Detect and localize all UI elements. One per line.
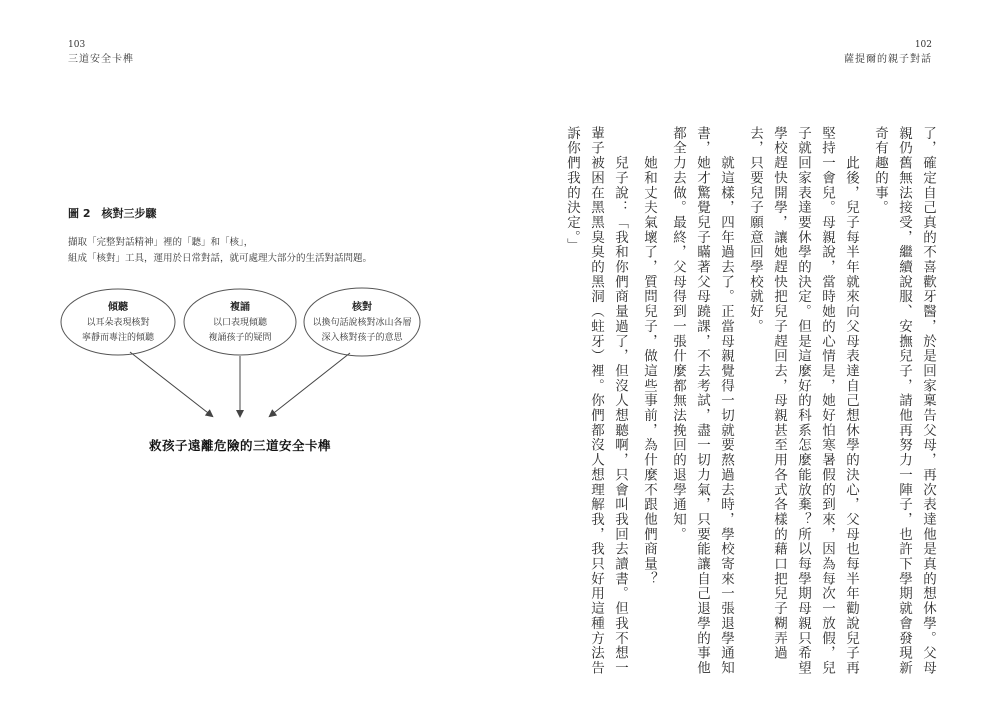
text-column-13: 兒子說：「我和你們商量過了，但沒人想聽啊，只會叫我回去讀書。但我不想一 [612,126,628,676]
text-column-8: 去，只要兒子願意回學校就好。 [747,126,763,334]
text-column-10: 書，她才驚覺兒子瞞著父母蹺課，不去考試，盡一切力氣，只要能讓自己退學的事他 [694,126,710,676]
arrow-listen [130,352,212,416]
text-column-7: 學校趕快開學，讓她趕快把兒子趕回去，母親甚至用各式各樣的藉口把兒子糊弄過 [771,126,787,661]
bubble-repeat-line-2: 複誦孩子的疑問 [208,333,272,343]
text-column-1: 了，確定自己真的不喜歡牙醫，於是回家稟告父母，再次表達他是真的想休學。父母 [920,126,936,676]
bubble-listen-title: 傾聽 [108,302,128,313]
bubble-verify-line-2: 深入核對孩子的意思 [321,333,403,343]
text-column-15: 訴你們我的決定。」 [564,126,580,253]
text-column-5: 堅持一會兒。母親說，當時她的心情是，她好怕寒暑假的到來，因為每次一放假，兒 [819,126,835,676]
figure-description-line-1: 擷取「完整對話精神」裡的「聽」和「核」， [68,237,254,248]
text-column-11: 都全力去做。最終，父母得到一張什麼都無法挽回的退學通知。 [670,126,686,542]
bubble-repeat-title: 複誦 [230,302,250,313]
text-column-6: 子就回家表達要休學的決定。但是這麼好的科系怎麼能放棄？所以每學期母親只希望 [795,126,811,676]
bubble-verify-title: 核對 [352,302,372,313]
bubble-listen-text [68,316,168,346]
figure-label: 圖 2 核對三步驟 [68,207,157,220]
right-page [500,0,1000,709]
text-column-9: 就這樣，四年過去了。正當母親覺得一切就要熬過去時，學校寄來一張退學通知 [718,126,734,676]
left-running-head: 三道安全卡榫 [68,54,134,65]
text-column-3: 奇有趣的事。 [872,126,888,216]
text-column-4: 此後，兒子每半年就來向父母表達自己想休學的決心，父母也每半年勸說兒子再 [843,126,859,676]
bubble-repeat-line-1: 以口表現傾聽 [212,318,267,328]
right-page-number: 102 [914,40,932,50]
figure-description-line-2: 組成「核對」工具，運用於日常對話，就可處理大部分的生活對話問題。 [68,253,373,264]
bubble-listen-line-1: 以耳朵表現核對 [86,318,150,328]
left-page-number: 103 [68,40,86,50]
bubble-verify-text [304,316,420,346]
bubble-verify-line-1: 以換句話說核對冰山各層 [312,318,412,328]
text-column-14: 輩子被困在黑黑臭臭的黑洞（蛀牙）裡。你們都沒人想理解我，我只好用這種方法告 [588,126,604,676]
bubble-listen-line-2: 寧靜而專注的傾聽 [81,333,154,343]
text-column-2: 親仍舊無法接受，繼續說服、安撫兒子，請他再努力一陣子，也許下學期就會發現新 [896,126,912,676]
bubble-repeat-text [190,316,290,346]
diagram-result: 救孩子遠離危險的三道安全卡榫 [148,438,331,453]
right-running-head: 薩提爾的親子對話 [844,54,932,65]
text-column-12: 她和丈夫氣壞了，質問兒子，做這些事前，為什麼不跟他們商量？ [641,126,657,587]
arrow-verify [270,353,350,416]
